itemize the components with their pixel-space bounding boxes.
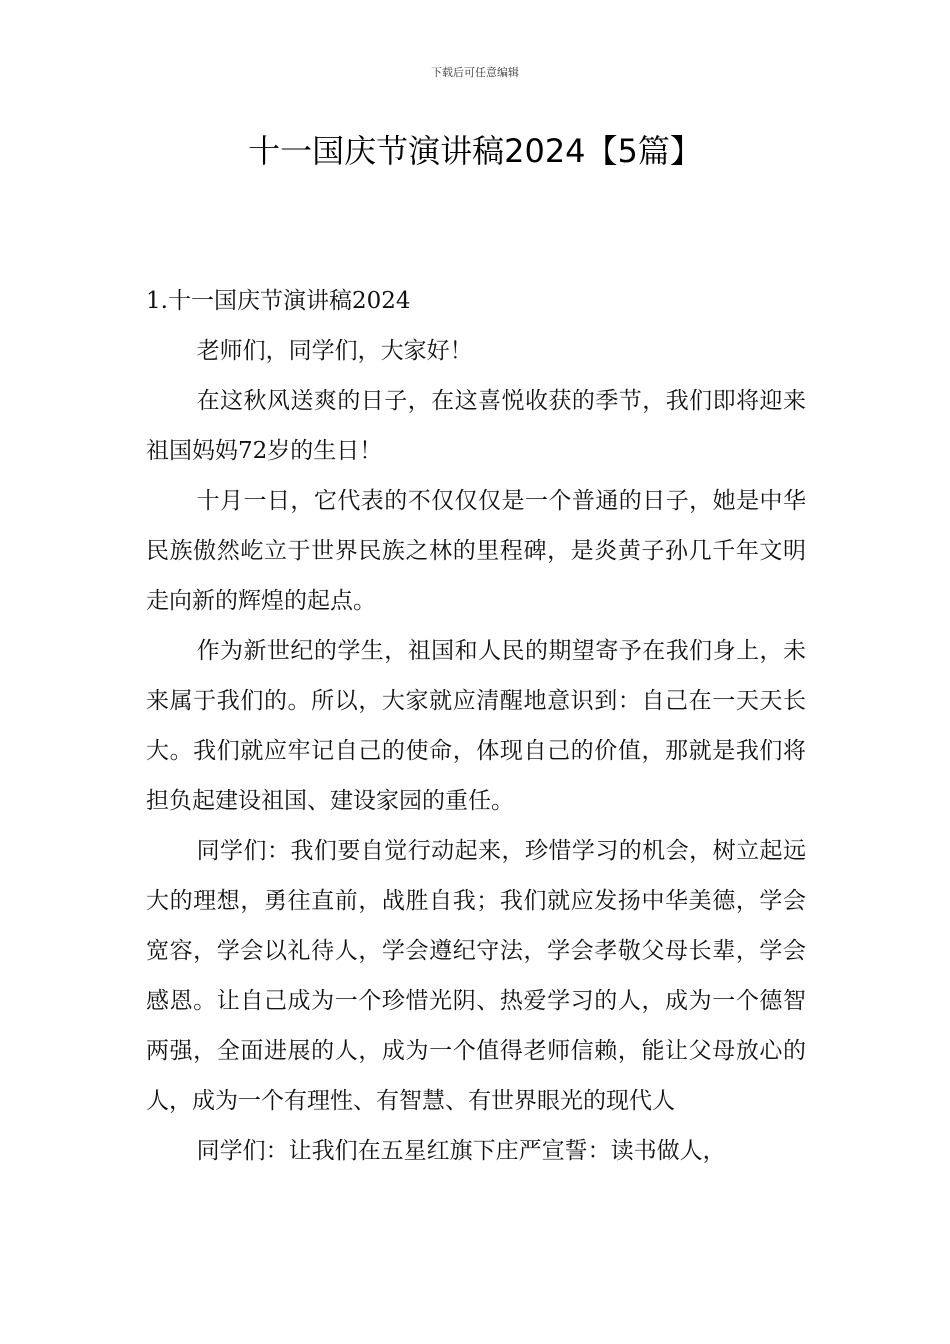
paragraph: 在这秋风送爽的日子，在这喜悦收获的季节，我们即将迎来祖国妈妈72岁的生日！ — [146, 388, 806, 464]
paragraph: 同学们：我们要自觉行动起来，珍惜学习的机会，树立起远大的理想，勇往直前，战胜自我；我们就应发扬中华美德，学会宽容，学会以礼待人，学会遵纪守法，学会孝敬父母长辈，学会感恩。让自己成为一个珍惜光阴、热爱学习的人，成为一个德智两强，全面进展的人，成为一个值得老师信赖，能让父母放心的人，成为一个有理性、有智慧、有世界眼光的现代人 — [146, 838, 806, 1114]
paragraph: 同学们：让我们在五星红旗下庄严宣誓：读书做人， — [196, 1138, 726, 1164]
paragraph: 十月一日，它代表的不仅仅仅是一个普通的日子，她是中华民族傲然屹立于世界民族之林的里程碑，是炎黄子孙几千年文明走向新的辉煌的起点。 — [146, 488, 806, 614]
paragraph: 作为新世纪的学生，祖国和人民的期望寄予在我们身上，未来属于我们的。所以，大家就应清醒地意识到：自己在一天天长大。我们就应牢记自己的使命，体现自己的价值，那就是我们将担负起建设祖国、建设家园的重任。 — [146, 638, 806, 814]
document-title: 十一国庆节演讲稿2024【5篇】 — [248, 132, 702, 170]
document-body — [146, 276, 806, 1176]
page-header-note: 下载后可任意编辑 — [431, 66, 519, 79]
paragraph-greeting: 老师们，同学们，大家好！ — [196, 338, 473, 364]
section-heading: 1.十一国庆节演讲稿2024 — [146, 288, 411, 314]
